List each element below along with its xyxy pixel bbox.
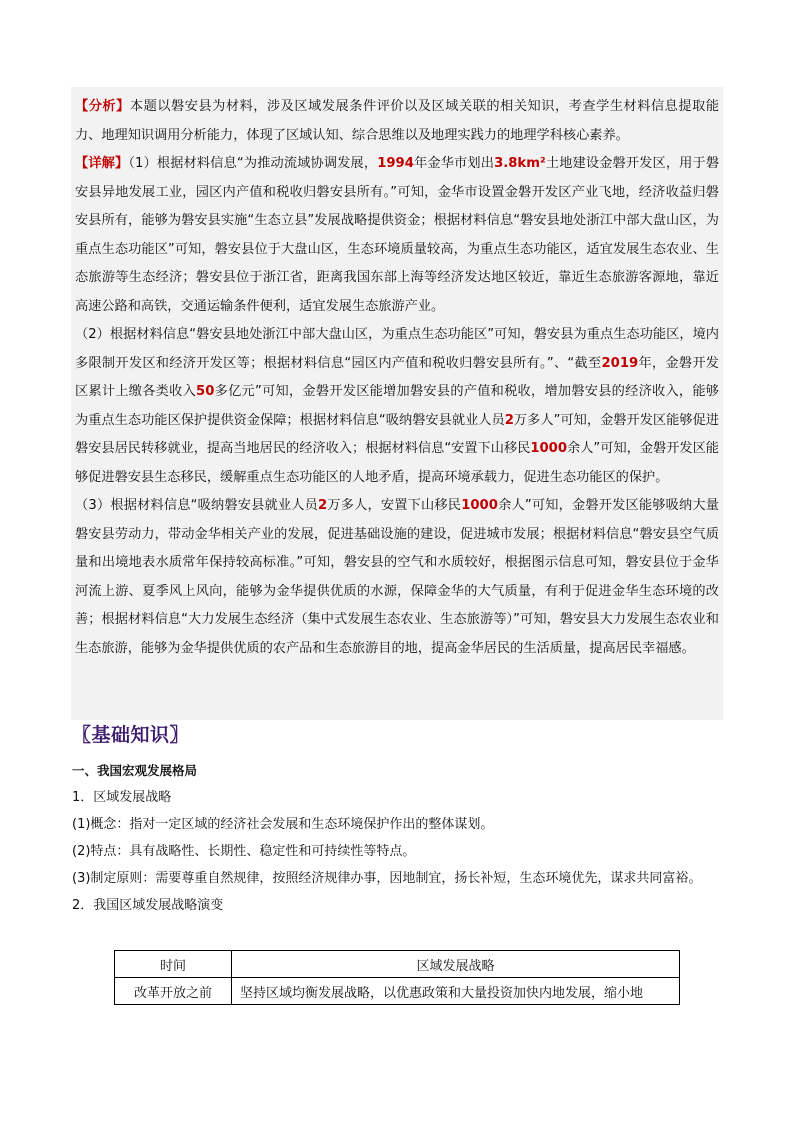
table-header-row [115, 951, 680, 978]
heading-strategy-evolution: 2．我国区域发展战略演变 [72, 898, 224, 913]
analysis-box [71, 87, 723, 720]
analysis-tag: 【分析】 [75, 99, 130, 114]
concept-text: (1)概念：指对一定区域的经济社会发展和生态环境保护作出的整体谋划。 [72, 817, 494, 832]
table-row [115, 978, 680, 1005]
principles-text: (3)制定原则：需要尊重自然规律，按照经济规律办事，因地制宜，扬长补短，生态环境优先，谋求共同富裕。 [72, 871, 702, 886]
detail-paragraph-3: （3）根据材料信息“吸纳磐安县就业人员2万多人，安置下山移民1000余人”可知，金磐开发区能够吸纳大量磐安县劳动力，带动金华相关产业的发展，促进基础设施的建设，促进城市发展；根据材料信息“磐安县空气质量和出境地表水质常年保持较高标准。”可知，磐安县的空气和水质较好，根据图示信息可知，磐安县位于金华河流上游、夏季风上风向，能够为金华提供优质的水源，保障金华的大气质量，有利于促进金华生态环境的改善；根据材料信息“大力发展生态经济（集中式发展生态农业、生态旅游等）”可知，磐安县大力发展生态农业和生态旅游，能够为金华提供优质的农产品和生态旅游目的地，提高金华居民的生活质量，提高居民幸福感。 [75, 498, 719, 656]
detail-paragraph-2: （2）根据材料信息“磐安县地处浙江中部大盘山区，为重点生态功能区”可知，磐安县为重点生态功能区，境内多限制开发区和经济开发区等；根据材料信息“园区内产值和税收归磐安县所有。”、“截至2019年，金磐开发区累计上缴各类收入50多亿元”可知，金磐开发区能增加磐安县的产值和税收，增加磐安县的经济收入，能够为重点生态功能区保护提供资金保障；根据材料信息“吸纳磐安县就业人员2万多人”可知，金磐开发区能够促进磐安县居民转移就业，提高当地居民的经济收入；根据材料信息“安置下山移民1000余人”可知，金磐开发区能够促进磐安县生态移民，缓解重点生态功能区的人地矛盾，提高环境承载力，促进生态功能区的保护。 [75, 327, 719, 485]
heading-macro-pattern: 一、我国宏观发展格局 [72, 763, 198, 778]
year-2019: 2019 [601, 355, 639, 371]
detail-paragraph-1: 【详解】（1）根据材料信息“为推动流域协调发展，1994年金华市划出3.8km²土地建设金磐开发区，用于磐安县异地发展工业，园区内产值和税收归磐安县所有。”可知，金华市设置金磐开发区产业飞地，经济收益归磐安县所有，能够为磐安县实施“生态立县”发展战略提供资金；根据材料信息“磐安县地处浙江中部大盘山区，为重点生态功能区”可知，磐安县位于大盘山区，生态环境质量较高，为重点生态功能区，适宜发展生态农业、生态旅游等生态经济；磐安县位于浙江省，距离我国东部上海等经济发达地区较近，靠近生态旅游客源地，靠近高速公路和高铁，交通运输条件便利，适宜发展生态旅游产业。 [75, 156, 720, 314]
table-cell: 改革开放之前 [115, 978, 232, 1005]
amount-value: 50 [196, 384, 215, 399]
analysis-text: 本题以磐安县为材料，涉及区域发展条件评价以及区域关联的相关知识，考查学生材料信息提取能力、地理知识调用分析能力，体现了区域认知、综合思维以及地理实践力的地理学科核心素养。 [75, 99, 720, 143]
year-1994: 1994 [377, 156, 414, 171]
migrants-value: 1000 [530, 441, 568, 456]
workers-value: 2 [504, 412, 514, 428]
table-header: 区域发展战略 [232, 951, 680, 978]
strategy-table [114, 950, 680, 1005]
area-value: 3.8km² [494, 156, 546, 171]
knowledge-section [72, 757, 724, 919]
migrants-value-2: 1000 [461, 498, 498, 513]
detail-tag: 【详解】 [75, 156, 129, 171]
analysis-paragraph [75, 93, 719, 150]
features-text: (2)特点：具有战略性、长期性、稳定性和可持续性等特点。 [72, 844, 416, 859]
table-cell: 坚持区域均衡发展战略，以优惠政策和大量投资加快内地发展，缩小地 [232, 978, 680, 1005]
workers-value-2: 2 [318, 498, 328, 513]
section-title: 〖基础知识〗 [72, 724, 190, 746]
heading-regional-strategy: 1．区域发展战略 [72, 790, 172, 805]
table-header: 时间 [115, 951, 232, 978]
